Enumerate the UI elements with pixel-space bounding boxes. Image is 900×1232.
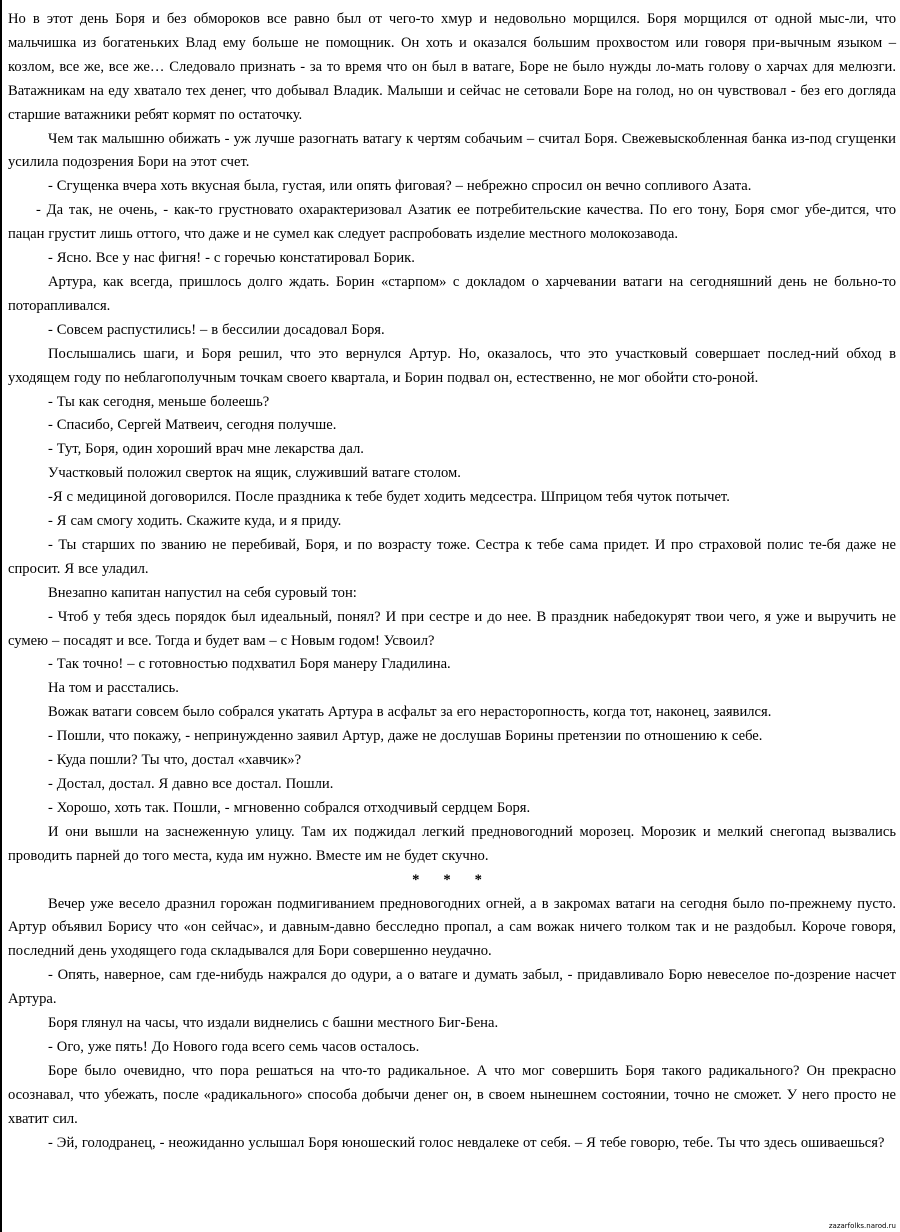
document-body [8,8,896,1156]
paragraph: - Пошли, что покажу, - непринужденно заявил Артур, даже не дослушав Борины претензии по отношению к себе. [48,728,763,745]
paragraph: - Ты старших по званию не перебивай, Боря, и по возрасту тоже. Сестра к тебе сама придет. И про страховой полис те-бя даже не спросит. Я все уладил. [8,536,896,577]
paragraph: - Тут, Боря, один хороший врач мне лекарства дал. [48,441,364,458]
paragraph: Участковый положил сверток на ящик, служивший ватаге столом. [48,465,461,482]
paragraph: - Опять, наверное, сам где-нибудь нажрался до одури, а о ватаге и думать забыл, - придавливало Борю невеселое по-дозрение насчет Артура. [8,967,896,1008]
paragraph: - Ясно. Все у нас фигня! - с горечью констатировал Борик. [48,250,415,267]
paragraph: - Достал, достал. Я давно все достал. Пошли. [48,776,334,792]
paragraph: - Совсем распустились! – в бессилии досадовал Боря. [48,321,385,338]
paragraph: Внезапно капитан напустил на себя суровый тон: [48,584,357,601]
paragraph: - Ты как сегодня, меньше болеешь? [48,393,270,410]
paragraph: Чем так малышню обижать - уж лучше разогнать ватагу к чертям собачьим – считал Боря. Свежевыскобленная банка из-под сгущенки усилила подозрения Бори на этот счет. [8,130,896,171]
paragraph: - Эй, голодранец, - неожиданно услышал Боря юношеский голос невдалеке от себя. – Я тебе говорю, тебе. Ты что здесь ошиваешься? [48,1134,885,1151]
paragraph: Артура, как всегда, пришлось долго ждать. Борин «старпом» с докладом о харчевании ватаги на сегодняшний день не больно-то поторапливался. [8,273,896,314]
paragraph: - Так точно! – с готовностью подхватил Боря манеру Гладилина. [48,656,451,673]
paragraph: - Хорошо, хоть так. Пошли, - мгновенно собрался отходчивый сердцем Боря. [48,799,531,816]
paragraph: Вечер уже весело дразнил горожан подмигиванием предновогодних огней, а в закромах ватаги на сегодня было по-прежнему пусто. Артур объявил Борису что «он сейчас», и давным-давно бесследно пропал, а сам вожак ничего толком так и не раздобыл. Короче говоря, последний день уходящего года складывался для Бори совершенно неудачно. [8,895,896,960]
paragraph: Вожак ватаги совсем было собрался укатать Артура в асфальт за его нерасторопность, когда тот, наконец, заявился. [48,704,772,721]
paragraph: - Чтоб у тебя здесь порядок был идеальный, понял? И при сестре и до нее. В праздник набедокурят твои чего, я уже и выручить не сумею – посадят и все. Тогда и будет вам – с Новым годом! Усвоил? [8,608,896,649]
paragraph: - Куда пошли? Ты что, достал «хавчик»? [48,752,302,769]
paragraph: - Сгущенка вчера хоть вкусная была, густая, или опять фиговая? – небрежно спросил он вечно сопливого Азата. [48,178,752,195]
section-separator: * * * [412,871,492,888]
paragraph: Боря глянул на часы, что издали виднелись с башни местного Биг-Бена. [48,1015,499,1032]
paragraph: Боре было очевидно, что пора решаться на что-то радикальное. А что мог совершить Боря такого радикального? Он прекрасно осознавал, что убежать, после «радикального» способа добычи денег он, в своем нынешнем состоянии, точно не сможет. У него просто не хватит сил. [8,1062,896,1127]
paragraph: На том и расстались. [48,680,179,697]
paragraph: Но в этот день Боря и без обмороков все равно был от чего-то хмур и недовольно морщился. Боря морщился от одной мыс-ли, что мальчишка из богатеньких Влад ему больше не помощник. Он хоть и оказался большим прохвостом или говоря при-вычным языком – козлом, все же, все же… Следовало признать - за то время что он был в ватаге, Боре не было нужды ло-мать голову о харчах для мелюзги. Ватажникам на еду хватало тех денег, что добывал Владик. Малыши и сейчас не сетовали Боре на голод, но он чувствовал - без его догляда старшие ватажники ребят кормят по остаточку. [8,11,896,123]
footer-url[interactable]: zazarfolks.narod.ru [828,1222,896,1230]
paragraph: - Спасибо, Сергей Матвеич, сегодня получше. [48,417,337,434]
paragraph: Послышались шаги, и Боря решил, что это вернулся Артур. Но, оказалось, что это участковый совершает послед-ний обход в уходящем году по неблагополучным точкам своего квартала, и Борин подвал он, естественно, не мог обойти сто-роной. [8,345,896,386]
paragraph: - Ого, уже пять! До Нового года всего семь часов осталось. [48,1038,420,1055]
paragraph: -Я с медициной договорился. После праздника к тебе будет ходить медсестра. Шприцом тебя чуток потычет. [48,489,730,506]
paragraph: - Да так, не очень, - как-то грустновато охарактеризовал Азатик ее потребительские качества. По его тону, Боря смог убе-дится, что пацан грустит лишь оттого, что даже и не сумел как следует распробовать изделие местного молокозавода. [8,202,896,243]
paragraph: - Я сам смогу ходить. Скажите куда, и я приду. [48,513,342,530]
paragraph: И они вышли на заснеженную улицу. Там их поджидал легкий предновогодний морозец. Морозик и мелкий снегопад вызвались проводить парней до того места, куда им нужно. Вместе им не будет скучно. [8,823,896,864]
